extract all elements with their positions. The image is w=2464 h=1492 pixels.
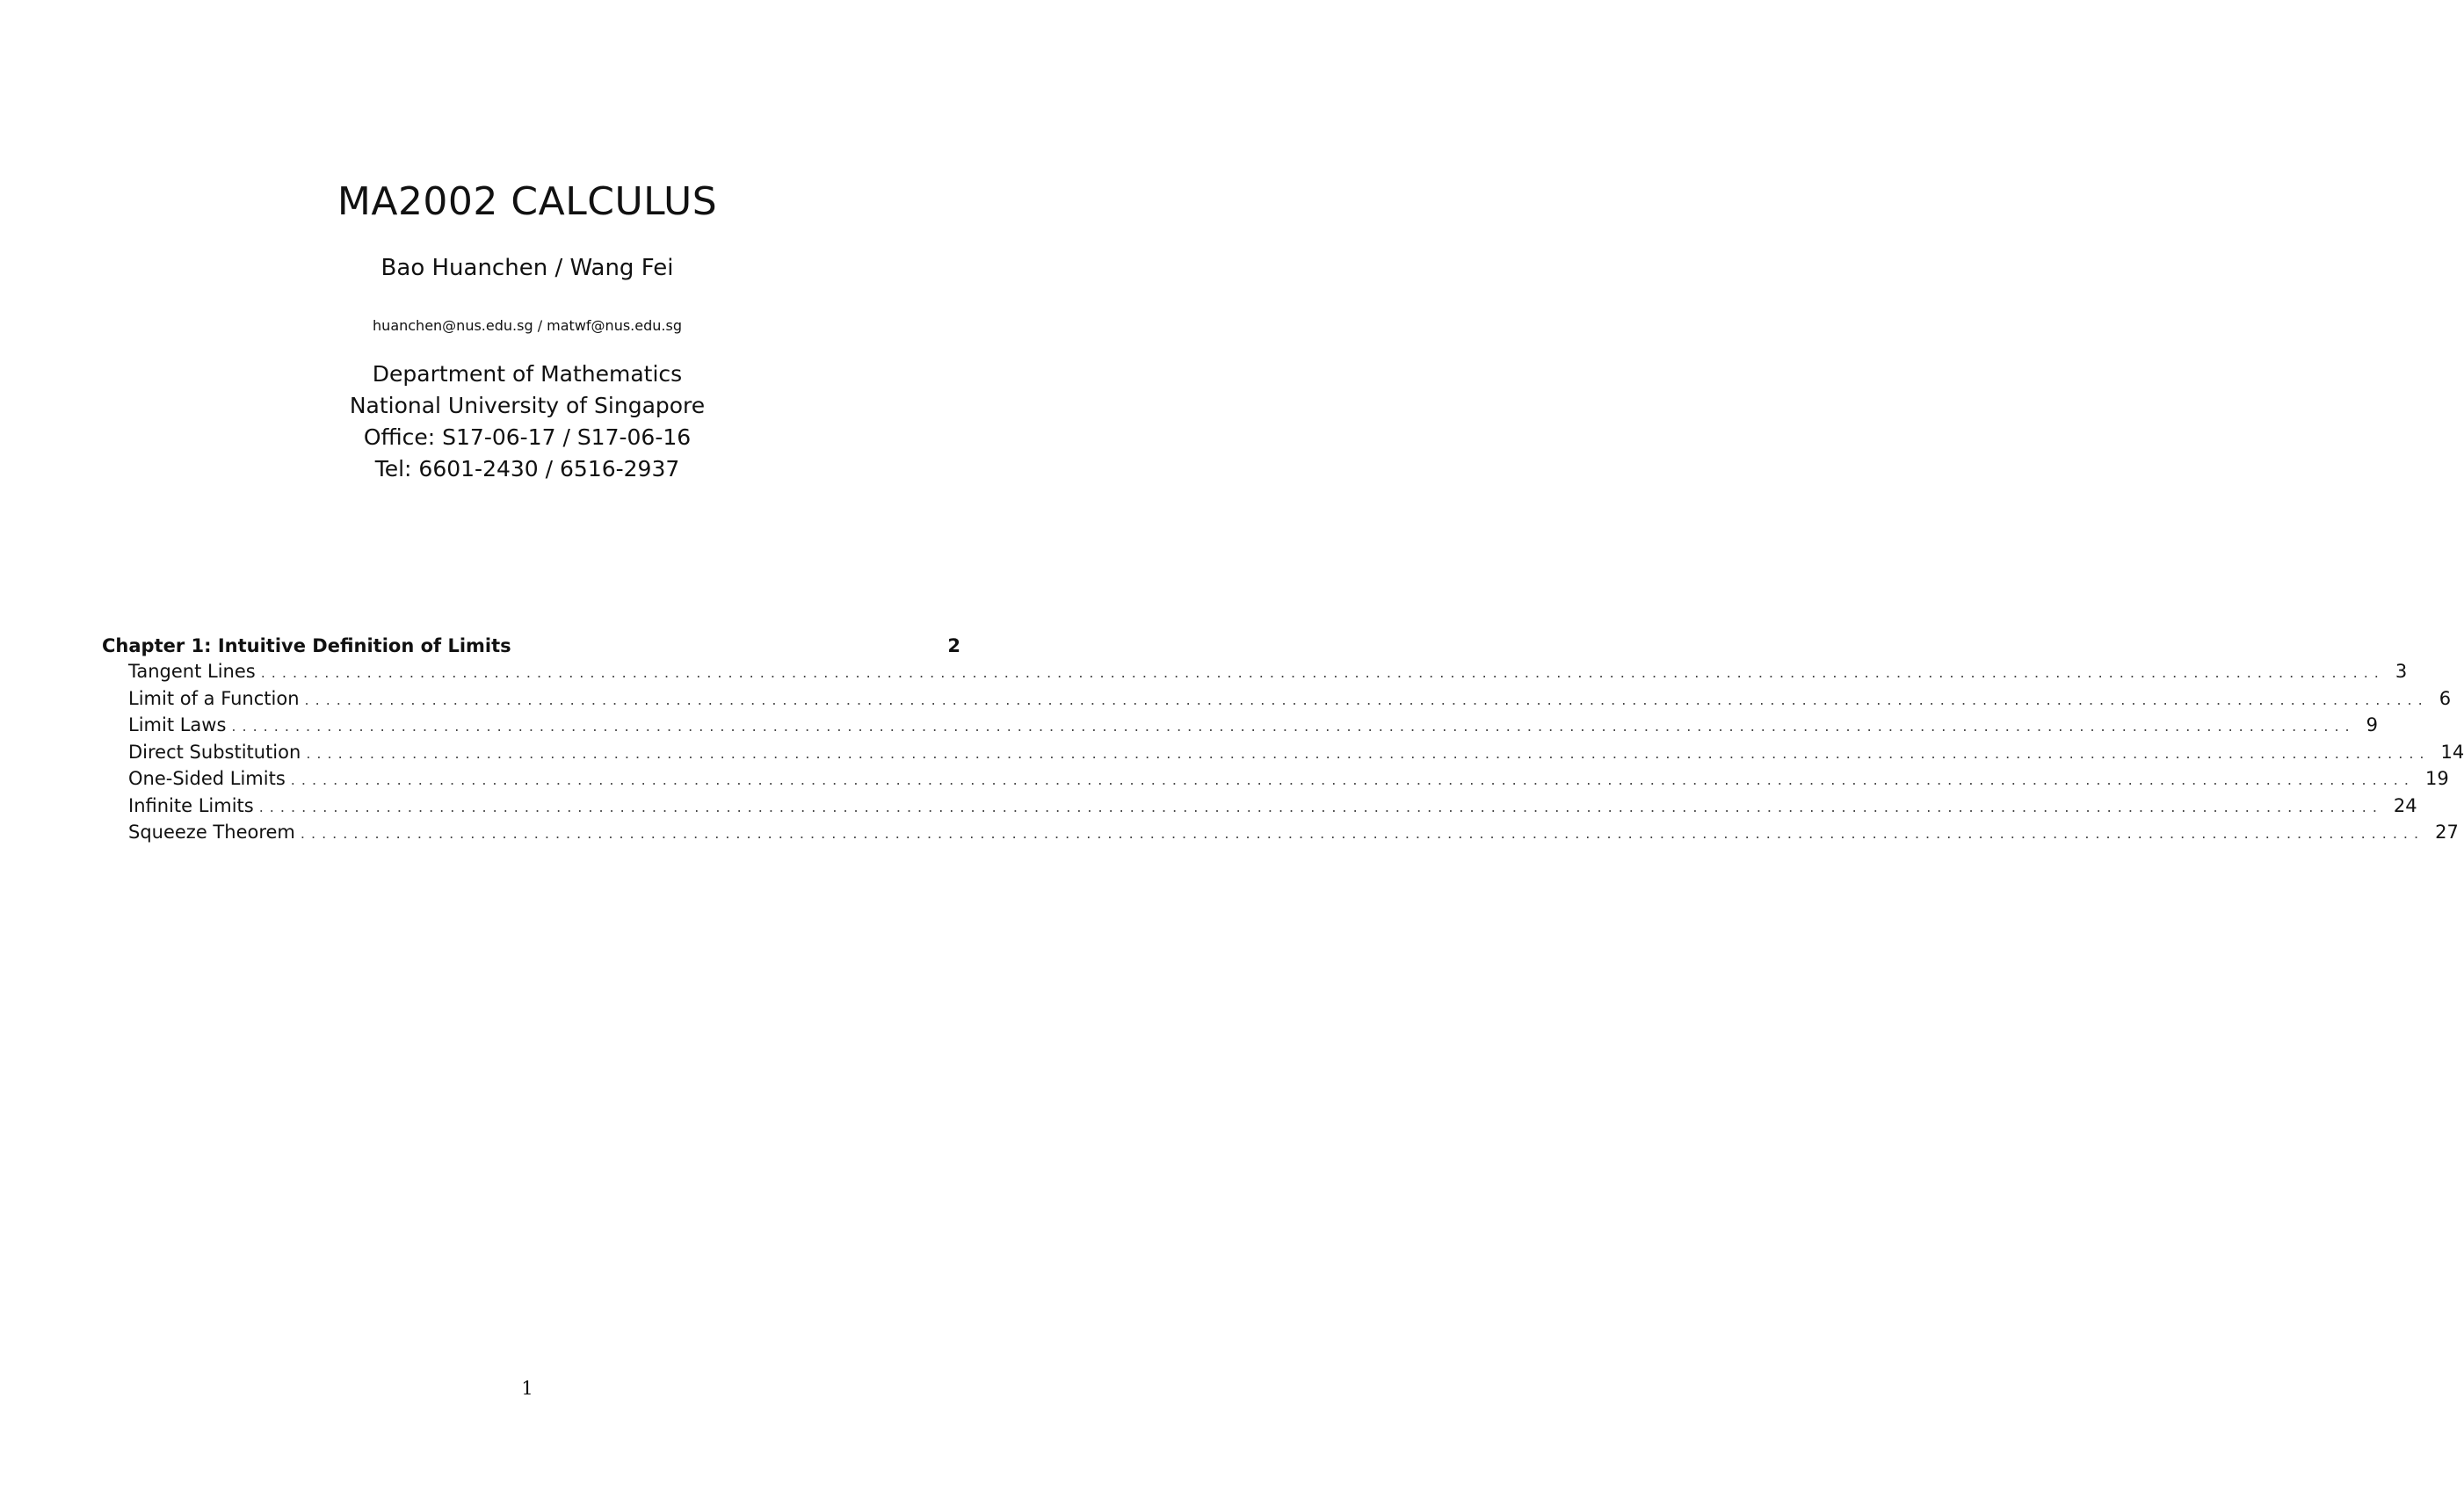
toc-entry-label: Tangent Lines xyxy=(128,661,256,682)
toc-entry-page: 19 xyxy=(2424,768,2449,789)
authors: Bao Huanchen / Wang Fei xyxy=(380,255,674,281)
affiliation xyxy=(0,359,1054,485)
toc-entry-label: One-Sided Limits xyxy=(128,768,286,789)
toc-entry-label: Direct Substitution xyxy=(128,741,301,763)
toc-leader-dots: ........................................................................................................................................................................................................ xyxy=(304,691,2429,708)
title-block xyxy=(0,176,1054,485)
toc-entry[interactable] xyxy=(102,766,2449,793)
office: Office: S17-06-17 / S17-06-16 xyxy=(363,424,692,450)
toc-entry-label: Squeeze Theorem xyxy=(128,822,295,843)
toc-chapter-page: 2 xyxy=(947,635,960,656)
author-emails: huanchen@nus.edu.sg / matwf@nus.edu.sg xyxy=(373,317,682,334)
toc-leader-dots: ........................................................................................................................................................................................................ xyxy=(290,771,2415,788)
toc-entry[interactable] xyxy=(102,820,2459,847)
table-of-contents xyxy=(102,633,2464,847)
toc-entry[interactable] xyxy=(102,686,2452,713)
telephone: Tel: 6601-2430 / 6516-2937 xyxy=(374,456,680,482)
toc-chapter[interactable] xyxy=(102,633,960,659)
toc-chapter-label: Chapter 1: Intuitive Definition of Limits xyxy=(102,635,511,656)
toc-entry-page: 14 xyxy=(2440,741,2464,763)
university: National University of Singapore xyxy=(349,393,706,418)
page-number: 1 xyxy=(521,1378,533,1399)
toc-leader-dots: ........................................................................................................................................................................................................ xyxy=(231,718,2356,735)
toc-entry-page: 6 xyxy=(2439,687,2452,709)
toc-entry-page: 9 xyxy=(2366,714,2378,735)
document-title: MA2002 CALCULUS xyxy=(337,179,718,224)
toc-entry[interactable] xyxy=(102,740,2464,767)
toc-leader-dots: ........................................................................................................................................................................................................ xyxy=(258,798,2383,815)
toc-leader-dots: ........................................................................................................................................................................................................ xyxy=(306,744,2431,762)
department: Department of Mathematics xyxy=(372,361,683,387)
toc-entry-page: 24 xyxy=(2393,794,2417,816)
toc-entry-label: Limit of a Function xyxy=(128,687,300,709)
toc-leader-dots: ........................................................................................................................................................................................................ xyxy=(260,664,2385,681)
toc-entry[interactable] xyxy=(102,793,2417,821)
toc-entry-label: Infinite Limits xyxy=(128,794,254,816)
toc-entry-page: 27 xyxy=(2435,822,2459,843)
toc-entry-page: 3 xyxy=(2395,661,2408,682)
toc-entry[interactable] xyxy=(102,713,2378,740)
toc-leader-dots: ........................................................................................................................................................................................................ xyxy=(300,825,2425,842)
toc-entry[interactable] xyxy=(102,659,2408,686)
toc-entry-label: Limit Laws xyxy=(128,714,227,735)
